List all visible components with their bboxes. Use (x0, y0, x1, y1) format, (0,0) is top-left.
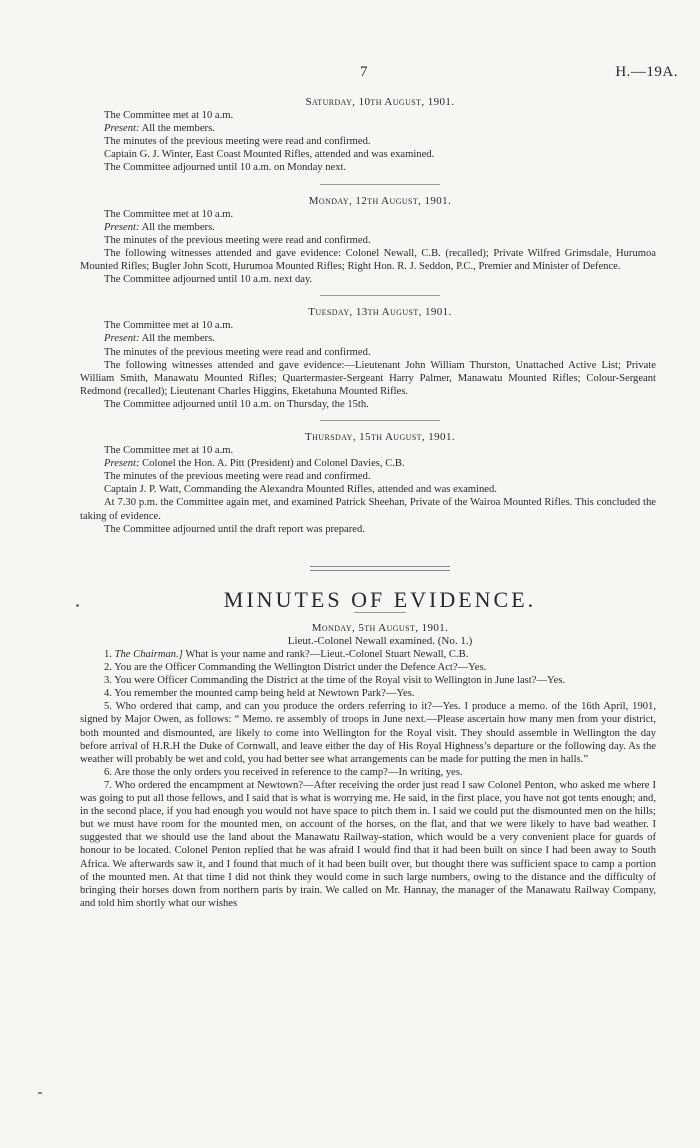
question: 2. You are the Officer Commanding the Wellington District under the Defence Act?—Yes. (104, 662, 487, 674)
witness-heading: Lieut.-Colonel Newall examined. (No. 1.) (287, 634, 473, 647)
minute-line: At 7.30 p.m. the Committee again met, and examined Patrick Sheehan, Private of the Wairoa Mounted Rifles. This concluded the taking of evidence. (80, 497, 656, 522)
section-title: MINUTES OF EVIDENCE. (223, 586, 537, 612)
section-divider (320, 295, 440, 296)
minute-line: The Committee met at 10 a.m. (104, 320, 234, 332)
present-label: Present: (104, 221, 140, 233)
minute-line: The Committee met at 10 a.m. (104, 208, 234, 220)
margin-mark (38, 1092, 42, 1094)
double-divider (310, 566, 450, 571)
minute-line: Captain G. J. Winter, East Coast Mounted Rifles, attended and was examined. (104, 149, 435, 161)
minute-line: The minutes of the previous meeting were read and confirmed. (104, 471, 371, 483)
minute-line: Present: Colonel the Hon. A. Pitt (President) and Colonel Davies, C.B. (104, 458, 405, 470)
question-1: 1. The Chairman.] What is your name and rank?—Lieut.-Colonel Stuart Newall, C.B. (104, 649, 469, 660)
title-divider (354, 612, 406, 613)
minute-line: The minutes of the previous meeting were read and confirmed. (104, 346, 371, 358)
minute-line: Present: All the members. (104, 333, 215, 345)
day-section-thursday (80, 430, 656, 536)
section-divider (320, 420, 440, 421)
minute-line: Captain J. P. Watt, Commanding the Alexandra Mounted Rifles, attended and was examined. (104, 484, 497, 496)
minute-line: The following witnesses attended and gave evidence: Colonel Newall, C.B. (recalled); Private Wilfred Grimsdale, Hurumoa Mounted Rifles; Bugler John Scott, Hurumoa Mounted Rifles; Right Hon. R. J. Seddon, P.C., Premier and Minister of Defence. (80, 247, 656, 273)
page-body (80, 96, 656, 910)
day-section-monday (80, 194, 656, 287)
day-date: Tuesday, 13th August, 1901. (308, 306, 452, 319)
present-label: Present: (104, 333, 140, 345)
evidence-section (80, 586, 656, 910)
question: 4. You remember the mounted camp being held at Newtown Park?—Yes. (104, 688, 415, 700)
minute-line: The Committee adjourned until 10 a.m. on Thursday, the 15th. (104, 398, 369, 410)
chairman-label: The Chairman.] (114, 649, 183, 660)
section-divider (320, 184, 440, 185)
minute-line: Present: All the members. (104, 123, 215, 135)
day-section-saturday (104, 96, 656, 175)
day-date: Monday, 12th August, 1901. (308, 194, 452, 207)
minute-line: The following witnesses attended and gave evidence:—Lieutenant John William Thurston, Unattached Active List; Private William Smith, Manawatu Mounted Rifles; Quartermaster-Sergeant Harry Palmer, Manawatu Mounted Rifles; Colour-Sergeant Redmond (recalled); Lieutenant Charles Higgins, Eketahuna Mounted Rifles. (80, 359, 656, 397)
page-number: 7 (360, 64, 368, 80)
margin-mark (76, 604, 79, 607)
minute-line: The Committee met at 10 a.m. (104, 110, 234, 122)
minute-line: The minutes of the previous meeting were read and confirmed. (104, 234, 371, 246)
minute-line: The Committee adjourned until 10 a.m. on Monday next. (104, 162, 347, 174)
question: 5. Who ordered that camp, and can you produce the orders referring to it?—Yes. I produce a memo. of the 16th April, 1901, signed by Major Owen, as follows: “ Memo. re assembly of troops in June next.—Please ascertain how many men from your district, both mounted and dismounted, are likely to come into Wellington for the Royal visit. They should assemble in Wellington the day before arrival of H.R.H the Duke of Cornwall, and leave either the day of His Royal Highness’s departure or the following day. As the weather will probably be wet and cold, you had better see what arrangements can be made for putting the men in halls.” (80, 701, 656, 765)
document-reference: H.—19A. (615, 64, 678, 80)
day-section-tuesday (80, 306, 656, 411)
evidence-date: Monday, 5th August, 1901. (311, 621, 449, 634)
day-date: Saturday, 10th August, 1901. (305, 96, 455, 108)
minute-line: The Committee met at 10 a.m. (104, 445, 234, 457)
question: 3. You were Officer Commanding the District at the time of the Royal visit to Wellington in June last?—Yes. (104, 675, 566, 687)
minute-line: Present: All the members. (104, 221, 215, 233)
minute-line: The Committee adjourned until the draft report was prepared. (104, 523, 365, 535)
minute-line: The minutes of the previous meeting were read and confirmed. (104, 136, 371, 148)
present-label: Present: (104, 458, 140, 470)
question: 6. Are those the only orders you received in reference to the camp?—In writing, yes. (104, 766, 463, 778)
present-label: Present: (104, 123, 140, 135)
question: 7. Who ordered the encampment at Newtown?—After receiving the order just read I saw Colonel Penton, who asked me where I was going to put all those fellows, and I said that is what is worrying me. He said, in the first place, you have not got tents enough; and, in the second place, if you had enough you would not have space to pitch them in. I said we could put the dismounted men on the hills; but we must have room for the mounted men, on account of the horses, on the flat, and that we were likely to have bad weather. I suggested that we should use the land about the Manawatu Railway-station, which would be a very convenient place for guards of honour to be located. Colonel Penton replied that he was afraid I would find that it had been built on since I had been away to South Africa. We afterwards saw it, and I found that much of it had been built over, but thought there was sufficient space to camp a portion of the mounted men. At that time I did not think they would come in such large numbers, owing to the distance and the difficulty of bringing their horses down from northern parts by train. We called on Mr. Hannay, the manager of the Manawatu Railway Company, and told him shortly what our wishes (80, 779, 656, 909)
day-date: Thursday, 15th August, 1901. (304, 430, 456, 443)
minute-line: The Committee adjourned until 10 a.m. next day. (104, 274, 313, 286)
